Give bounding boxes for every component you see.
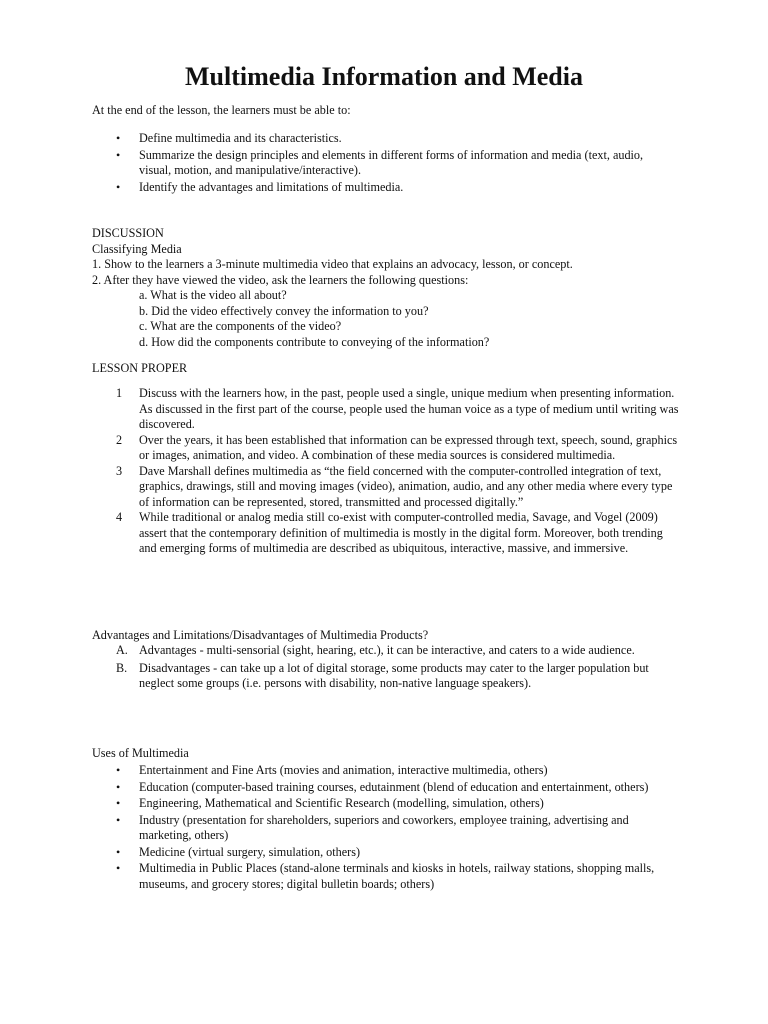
list-item: B. Disadvantages - can take up a lot of digital storage, some products may cater to the larger population but neglect some groups (i.e. persons with disability, non-native language speakers).: [116, 660, 649, 690]
discussion-step: 2. After they have viewed the video, ask the learners the following questions:: [92, 272, 469, 287]
bullet-icon: •: [116, 844, 121, 859]
section-heading: Advantages and Limitations/Disadvantages of Multimedia Products?: [92, 628, 429, 642]
bullet-icon: •: [116, 796, 121, 810]
bullet-icon: •: [116, 812, 121, 827]
document-title: Multimedia Information and Media: [185, 62, 583, 91]
list-item: • Summarize the design principles and elements in different forms of information and media (text, audio, visual, motion, and manipulative/interactive).: [116, 147, 644, 177]
intro-text: At the end of the lesson, the learners must be able to:: [92, 103, 351, 117]
section-heading: LESSON PROPER: [92, 361, 188, 375]
bullet-icon: •: [116, 763, 121, 777]
discussion-question: a. What is the video all about?: [139, 288, 287, 302]
list-item: 3 Dave Marshall defines multimedia as “the field concerned with the computer-controlled integration of text, graphics, drawings, still and moving images (video), animation, audio, and any other media where every type of information can be represented, stored, transmitted and processed digitally.”: [116, 463, 673, 509]
section-heading: Uses of Multimedia: [92, 746, 189, 760]
list-item: • Medicine (virtual surgery, simulation, others): [116, 844, 361, 859]
discussion-question: c. What are the components of the video?: [139, 319, 342, 333]
bullet-icon: •: [116, 131, 121, 145]
list-item: 2 Over the years, it has been established that information can be expressed through text, speech, sound, graphics or images, animation, and video. A combination of these media sources is considered multimedia.: [116, 432, 678, 462]
list-item: • Define multimedia and its characteristics.: [116, 131, 342, 145]
bullet-icon: •: [116, 861, 121, 875]
section-subheading: Classifying Media: [92, 241, 182, 256]
list-item: • Engineering, Mathematical and Scientific Research (modelling, simulation, others): [116, 796, 544, 810]
discussion-question: d. How did the components contribute to conveying of the information?: [139, 334, 490, 349]
uses-list: [92, 763, 664, 893]
list-item: • Identify the advantages and limitations of multimedia.: [116, 179, 404, 194]
list-item: • Education (computer-based training courses, edutainment (blend of education and entertainment, others): [116, 779, 649, 794]
list-item: • Entertainment and Fine Arts (movies and animation, interactive multimedia, others): [116, 763, 548, 777]
bullet-icon: •: [116, 179, 121, 194]
bullet-icon: •: [116, 147, 121, 162]
bullet-icon: •: [116, 779, 121, 794]
lesson-list: [92, 386, 679, 557]
section-heading: DISCUSSION: [92, 226, 164, 240]
advantages-list: [92, 643, 679, 692]
objectives-list: [92, 131, 664, 196]
list-item: A. Advantages - multi-sensorial (sight, hearing, etc.), it can be interactive, and caters to a wide audience.: [116, 643, 635, 657]
discussion-step: 1. Show to the learners a 3-minute multimedia video that explains an advocacy, lesson, or concept.: [92, 257, 573, 271]
list-item: 1 Discuss with the learners how, in the past, people used a single, unique medium when presenting information. As discussed in the first part of the course, people used the human voice as a type of medium until writing was discovered.: [116, 386, 679, 431]
list-item: • Industry (presentation for shareholders, superiors and coworkers, employee training, advertising and marketing, others): [116, 812, 629, 842]
discussion-question: b. Did the video effectively convey the information to you?: [139, 303, 429, 318]
discussion-section: [92, 226, 692, 350]
list-item: 4 While traditional or analog media still co-exist with computer-controlled media, Savage, and Vogel (2009) assert that the contemporary definition of multimedia is mostly in the digital form. Moreover, both trending and emerging forms of multimedia are described as ubiquitous, interactive, massive, and immersive.: [116, 510, 663, 555]
list-item: • Multimedia in Public Places (stand-alone terminals and kiosks in hotels, railway stations, shopping malls, museums, and grocery stores; digital bulletin boards; others): [116, 861, 655, 891]
